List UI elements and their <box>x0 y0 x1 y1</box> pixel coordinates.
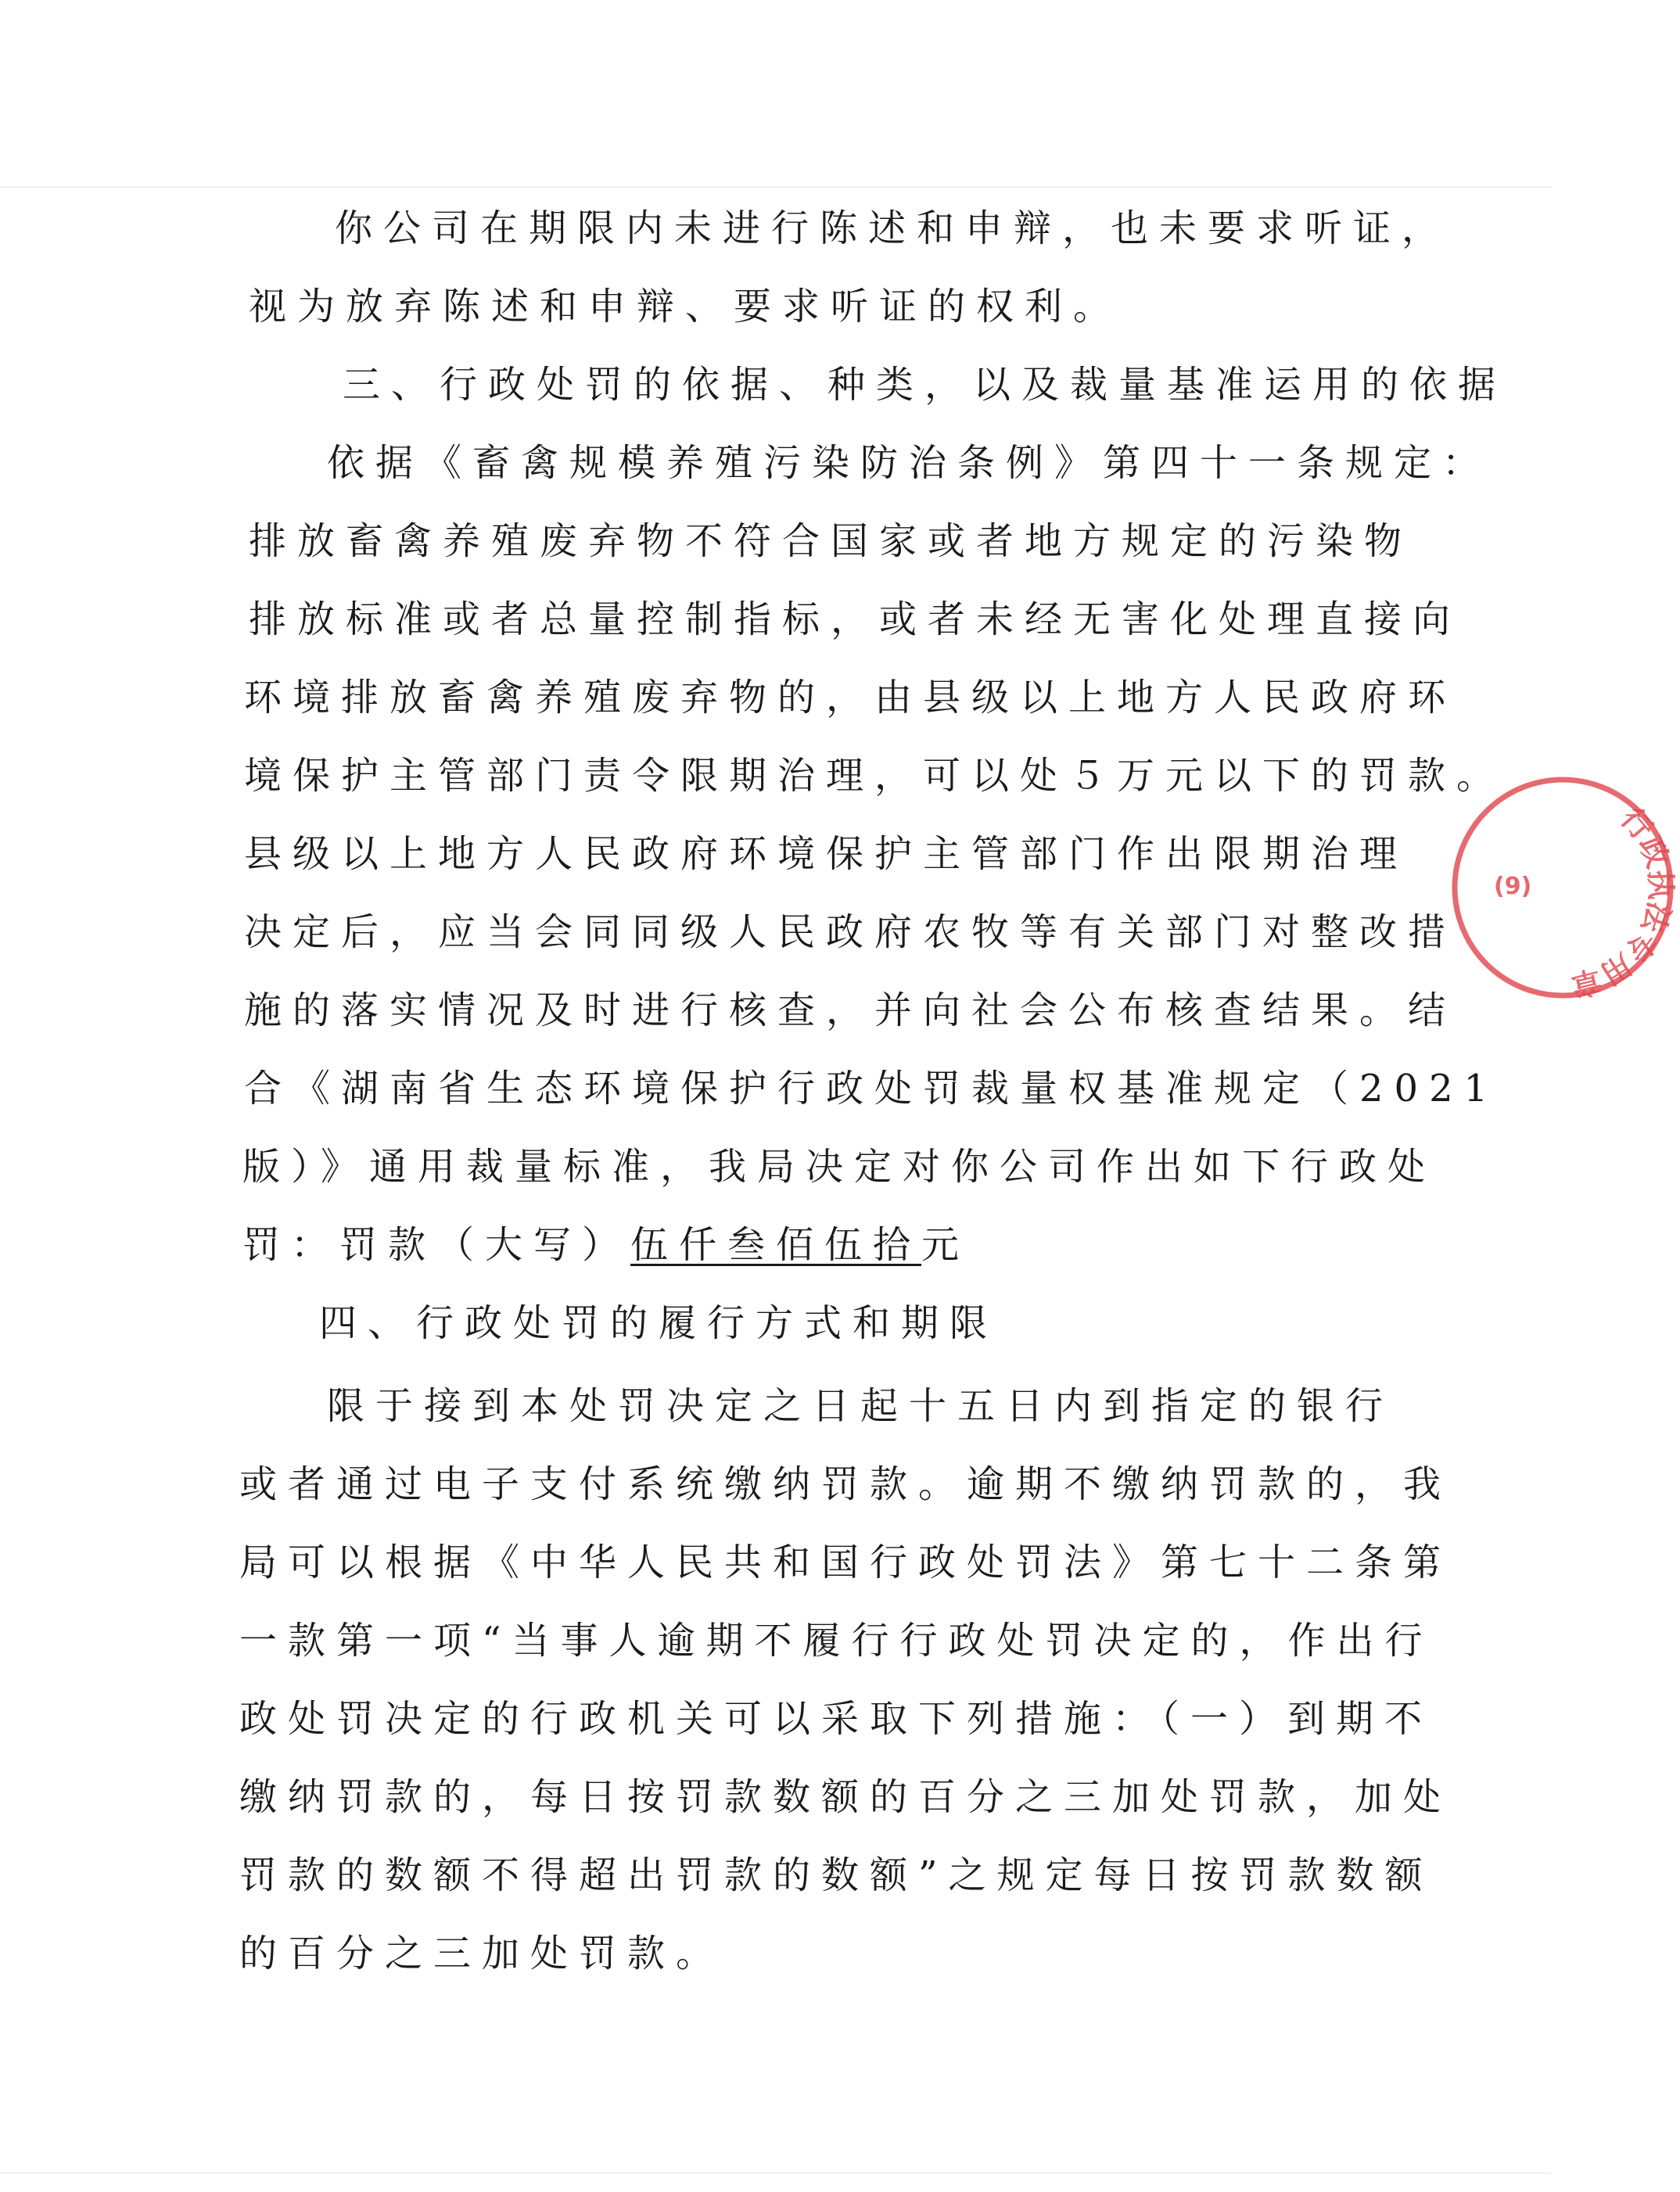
paragraph-line: 县级以上地方人民政府环境保护主管部门作出限期治理 <box>244 832 1409 876</box>
scan-edge-bottom <box>0 2172 1551 2174</box>
official-seal <box>1445 770 1680 1005</box>
paragraph-line: 版）》通用裁量标准，我局决定对你公司作出如下行政处 <box>242 1145 1437 1189</box>
paragraph-line: 或者通过电子支付系统缴纳罚款。逾期不缴纳罚款的，我 <box>239 1462 1452 1506</box>
paragraph-line: 罚款的数额不得超出罚款的数额”之规定每日按罚款数额 <box>239 1853 1434 1897</box>
paragraph-line: 的百分之三加处罚款。 <box>239 1932 725 1975</box>
paragraph-line: 施的落实情况及时进行核查，并向社会公布核查结果。结 <box>244 988 1457 1032</box>
paragraph-line: 决定后，应当会同同级人民政府农牧等有关部门对整改措 <box>244 910 1457 954</box>
fine-label: 罚：罚款（大写） <box>242 1223 631 1267</box>
paragraph-line: 限于接到本处罚决定之日起十五日内到指定的银行 <box>327 1384 1395 1428</box>
paragraph-line: 合《湖南省生态环境保护行政处罚裁量权基准规定（2021 <box>244 1067 1499 1110</box>
scan-edge-top <box>0 186 1551 188</box>
fine-amount: 伍仟叁佰伍拾 <box>630 1223 922 1267</box>
section-heading: 四、行政处罚的履行方式和期限 <box>319 1301 999 1345</box>
paragraph-line: 一款第一项“当事人逾期不履行行政处罚决定的，作出行 <box>239 1619 1434 1663</box>
paragraph-line: 排放标准或者总量控制指标，或者未经无害化处理直接向 <box>249 597 1462 641</box>
paragraph-line: 你公司在期限内未进行陈述和申辩，也未要求听证， <box>335 206 1451 250</box>
section-heading: 三、行政处罚的依据、种类，以及裁量基准运用的依据 <box>343 363 1507 407</box>
paragraph-line: 局可以根据《中华人民共和国行政处罚法》第七十二条第 <box>239 1541 1452 1584</box>
fine-line <box>242 1222 970 1268</box>
paragraph-line: 依据《畜禽规模养殖污染防治条例》第四十一条规定： <box>327 441 1492 485</box>
paragraph-line: 缴纳罚款的，每日按罚款数额的百分之三加处罚款，加处 <box>239 1775 1452 1819</box>
fine-unit: 元 <box>921 1223 971 1267</box>
seal-text: 行政执法专用章 <box>1567 801 1678 1003</box>
paragraph-line: 政处罚决定的行政机关可以采取下列措施：（一）到期不 <box>239 1697 1434 1741</box>
paragraph-line: 境保护主管部门责令限期治理，可以处５万元以下的罚款。 <box>244 754 1506 798</box>
svg-text:行政执法专用章 <box>1567 802 1678 1003</box>
paragraph-line: 环境排放畜禽养殖废弃物的，由县级以上地方人民政府环 <box>244 676 1457 719</box>
seal-number: (9) <box>1494 873 1532 900</box>
paragraph-line: 视为放弃陈述和申辩、要求听证的权利。 <box>249 285 1122 328</box>
paragraph-line: 排放畜禽养殖废弃物不符合国家或者地方规定的污染物 <box>249 519 1413 563</box>
